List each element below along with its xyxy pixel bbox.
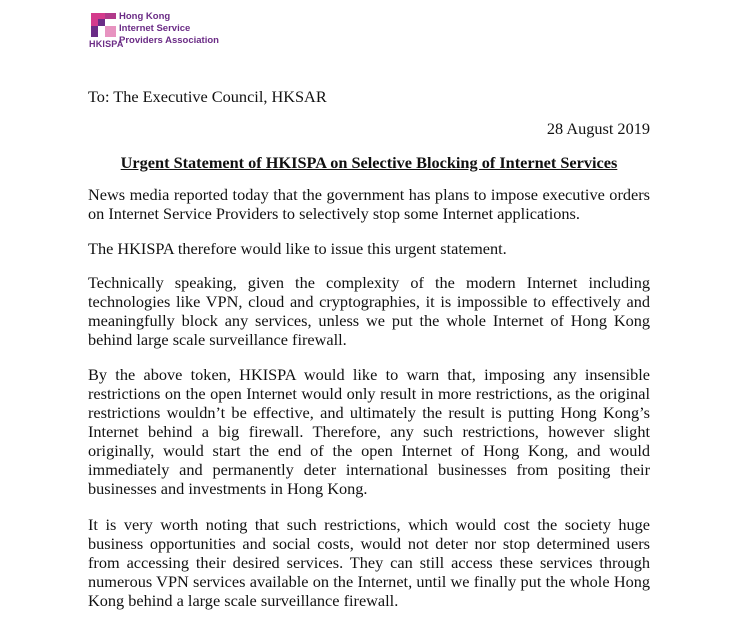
paragraph-vpn-note: It is very worth noting that such restrictions, which would cost the society huge business opportunities and social costs, would not deter nor stop determined users from accessing their desired services. They can still access these services through numerous VPN services available on the Internet, until we finally put the whole Hong Kong behind a large scale surveillance firewall. <box>88 515 650 610</box>
statement-title: Urgent Statement of HKISPA on Selective Blocking of Internet Services <box>120 153 618 172</box>
paragraph-urgent-statement: The HKISPA therefore would like to issue this urgent statement. <box>88 239 507 258</box>
logo-name-line: Hong Kong <box>119 11 171 22</box>
recipient-line: To: The Executive Council, HKSAR <box>88 87 327 106</box>
logo-organization-name <box>119 11 219 47</box>
paragraph-technical-impossibility: Technically speaking, given the complexity of the modern Internet including technologies like VPN, cloud and cryptographies, it is impossible to effectively and meaningfully block any services, unless we put the whole Internet of Hong Kong behind large scale surveillance firewall. <box>88 273 650 349</box>
letter-date: 28 August 2019 <box>546 119 650 138</box>
logo-name-line: Internet Service <box>119 23 191 34</box>
paragraph-media-report: News media reported today that the government has plans to impose executive orders on Internet Service Providers to selectively stop some Internet applications. <box>88 185 650 223</box>
logo-name-line: Providers Association <box>119 35 219 46</box>
paragraph-warning: By the above token, HKISPA would like to warn that, imposing any insensible restrictions on the open Internet would only result in more restrictions, as the original restrictions wouldn’t be effective, and ultimately the result is putting Hong Kong’s Internet behind a big firewall. Therefore, any such restrictions, however slight originally, would start the end of the open Internet of Hong Kong, and would immediately and permanently deter international businesses from positing their businesses and investments in Hong Kong. <box>88 365 650 498</box>
hkispa-logo <box>89 10 229 50</box>
hkispa-logo-mark-icon <box>89 10 119 40</box>
logo-acronym: HKISPA <box>89 39 124 49</box>
